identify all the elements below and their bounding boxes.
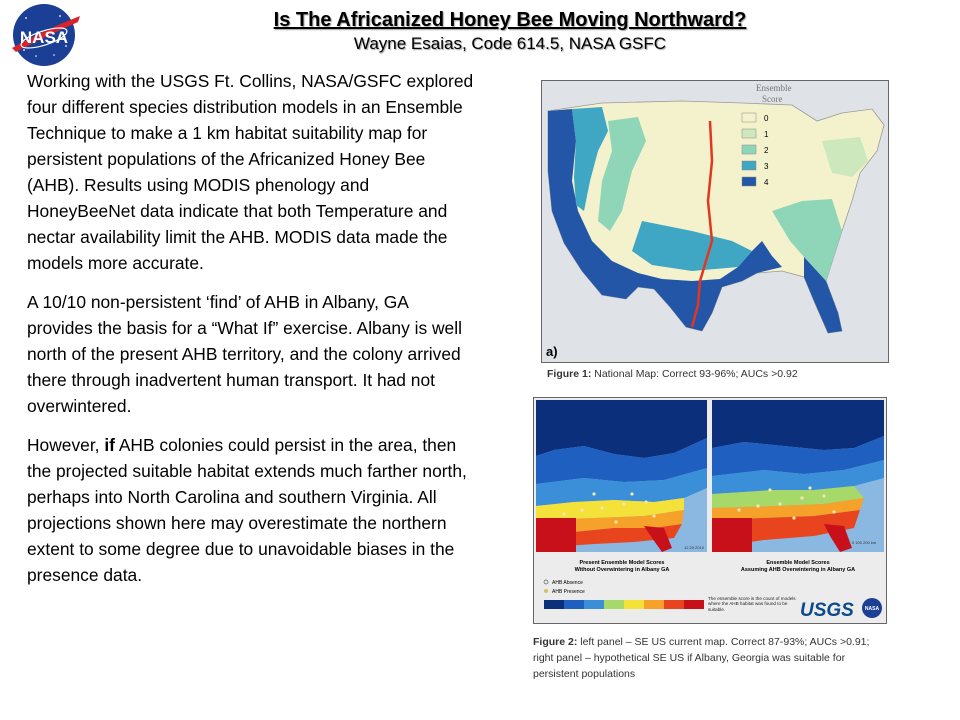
svg-text:Assuming AHB Overwintering in: Assuming AHB Overwintering in Albany GA [740, 567, 856, 573]
legend-label-0: 0 [764, 114, 769, 123]
page-title: Is The Africanized Honey Bee Moving Northward? [273, 9, 747, 31]
presence-marker [544, 589, 548, 593]
ensemble-note: The ensemble score is the count of models where the AHB habitat was found to be suitable. [708, 596, 796, 612]
legend-label-2: 2 [764, 146, 769, 155]
figure-1-caption: Figure 1: National Map: Correct 93-96%; AUCs >0.92 [547, 368, 798, 380]
usgs-logo: USGS [800, 600, 854, 621]
legend-swatch-4 [742, 177, 756, 186]
nasa-logo [6, 2, 82, 68]
left-map-panel [536, 400, 707, 552]
score-color-ramp [544, 600, 704, 609]
svg-text:AHB Presence: AHB Presence [552, 589, 585, 595]
paragraph-3: However, if AHB colonies could persist in the area, then the projected suitable habitat extends much farther north, perhaps into North Carolina and southern Virginia. All projections shown here may overestimate the northern extent to some degree due to unavoidable biases in the presence data. [27, 435, 467, 585]
svg-text:AHB Absence: AHB Absence [552, 580, 583, 586]
svg-text:Score: Score [762, 94, 783, 104]
svg-text:Without Overwintering in Alban: Without Overwintering in Albany GA [574, 567, 670, 573]
emphasis-if: if [104, 435, 115, 455]
legend-label-4: 4 [764, 178, 769, 187]
legend-swatch-0 [742, 113, 756, 122]
us-ensemble-map [542, 81, 888, 362]
legend-label-1: 1 [764, 130, 769, 139]
figure-2-caption: Figure 2: left panel – SE US current map. Correct 87-93%; AUCs >0.91; right panel – hypothetical SE US if Albany, Georgia was suitable for persistent populations [533, 636, 870, 680]
paragraph-1: Working with the USGS Ft. Collins, NASA/GSFC explored four different species distribution models in an Ensemble Technique to make a 1 km habitat suitability map for persistent populations of the Africanized Honey Bee (AHB). Results using MODIS phenology and HoneyBeeNet data indicate that both Temperature and nectar availability limit the AHB. MODIS data made the models more accurate. [27, 71, 474, 273]
paragraph-2: A 10/10 non-persistent ‘find’ of AHB in Albany, GA provides the basis for a “What If” exercise. Albany is well north of the present AHB territory, and the colony arrived there through inadvertent human transport. It had not overwintered. [27, 292, 462, 416]
svg-text:NASA: NASA [864, 606, 880, 612]
svg-text:Ensemble: Ensemble [756, 83, 792, 93]
legend-swatch-2 [742, 145, 756, 154]
svg-text:Ensemble Model Scores: Ensemble Model Scores [766, 560, 830, 566]
right-map-panel [712, 400, 884, 552]
page-subtitle: Wayne Esaias, Code 614.5, NASA GSFC [353, 34, 667, 53]
svg-text:NASA: NASA [19, 28, 69, 47]
body-text [27, 68, 477, 601]
svg-text:12.20.2010: 12.20.2010 [684, 545, 705, 550]
se-us-map-panels [534, 398, 886, 623]
legend-swatch-3 [742, 161, 756, 170]
figure-2-maps [533, 397, 887, 624]
svg-text:Present Ensemble Model Scores: Present Ensemble Model Scores [579, 560, 665, 566]
svg-text:0 100 200 km: 0 100 200 km [852, 540, 877, 545]
figure-1-map [541, 80, 889, 363]
legend-swatch-1 [742, 129, 756, 138]
legend-label-3: 3 [764, 162, 769, 171]
panel-label-a: a) [546, 344, 558, 359]
